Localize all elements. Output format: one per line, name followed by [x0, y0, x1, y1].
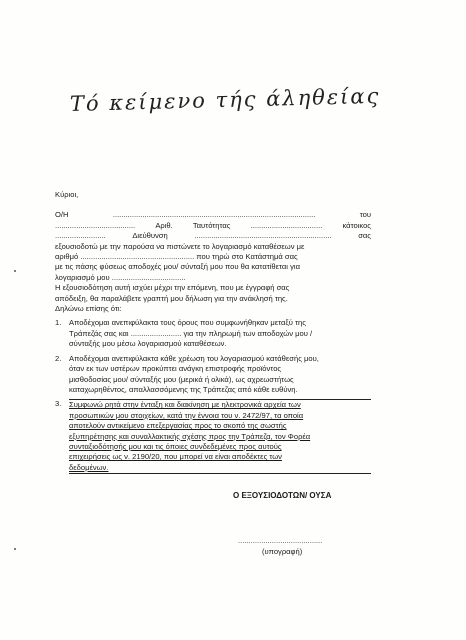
form-segment: αριθμό ...................................................... που τηρώ στο Κατάστημά σας	[55, 252, 298, 262]
item-line: δεδομένων.	[69, 462, 109, 472]
item-text	[69, 318, 371, 349]
scan-speck	[14, 548, 16, 550]
item-line: αποτελούν αντικείμενο επεξεργασίας προς το σκοπό της σωστής	[69, 421, 287, 431]
signature-line[interactable]: ........................................	[238, 536, 323, 545]
item-line: συνταξιοδότησής μου και τις όποιες συνδεδεμένες προς αυτούς	[69, 441, 282, 451]
item-text	[69, 399, 371, 474]
form-lines	[55, 210, 371, 283]
form-line	[55, 221, 371, 231]
signature-caption: (υπογραφή)	[262, 547, 303, 556]
authorization-line-1: Η εξουσιοδότηση αυτή ισχύει μέχρι την επόμενη, που με έγγραφή σας	[55, 283, 290, 293]
form-line	[55, 252, 371, 262]
form-segment: με τις πάσης φύσεως αποδοχές μου/ σύνταξή μου που θα κατατίθεται για	[55, 262, 300, 272]
form-line	[55, 231, 371, 241]
item-text	[69, 354, 371, 396]
item-line: Αποδέχομαι ανεπιφύλακτα τους όρους που συμφωνήθηκαν μεταξύ της	[69, 318, 306, 328]
item-line: καταχωρηθέντος, απαλλασσόμενης της Τράπεζας από κάθε ευθύνη.	[69, 384, 298, 394]
item-number: 1.	[55, 318, 62, 328]
item-line: Τράπεζάς σας και ........................ για την πληρωμή των αποδοχών μου /	[69, 328, 313, 338]
item-number: 3.	[55, 399, 62, 409]
item-line: μισθοδοσίας μου/ σύνταξής μου (μερικά ή ολικά), ως αχρεωστήτως	[69, 374, 294, 384]
form-segment: Διεύθυνση	[132, 231, 168, 241]
form-line	[55, 210, 371, 220]
form-segment: σας	[358, 231, 371, 241]
item-line: Συμφωνώ ρητά στην ένταξη και διακίνηση με ηλεκτρονικά αρχεία των	[69, 400, 301, 410]
item-line: επιχειρήσεις ως ν. 2190/20, που μπορεί να είναι αποδέκτες των	[69, 452, 282, 462]
declaration-list	[55, 318, 371, 474]
item-line: όταν εκ των υστέρων προκύπτει ανάγκη επιστροφής προϊόντος	[69, 364, 282, 374]
item-line: προσωπικών μου στοιχείων, κατά την έννοια του ν. 2472/97, τα οποία	[69, 410, 304, 420]
handwritten-title: Τό κείμενο τής άληθείας	[69, 83, 381, 116]
document-body	[55, 190, 371, 474]
item-line: Αποδέχομαι ανεπιφύλακτα κάθε χρέωση του λογαριασμού κατάθεσής μου,	[69, 353, 319, 363]
form-line	[55, 273, 371, 283]
declaration-heading: Δηλώνω επίσης ότι:	[55, 304, 122, 314]
form-segment: ......................................	[55, 220, 136, 230]
form-segment: .................................................................	[194, 231, 332, 241]
scan-speck	[14, 270, 16, 272]
form-segment: ..................................	[250, 220, 323, 230]
declaration-item	[55, 399, 371, 474]
form-segment: εξουσιοδοτώ με την παρούσα να πιστώνετε το λογαριασμό καταθέσεων με	[55, 241, 305, 251]
item-number: 2.	[55, 353, 62, 363]
signatory-label: Ο ΕΞΟΥΣΙΟΔΟΤΩΝ/ ΟΥΣΑ	[233, 491, 332, 500]
declaration-item	[55, 354, 371, 396]
salutation: Κύριοι,	[55, 190, 79, 199]
form-segment: λογαριασμό μου ...................................	[55, 272, 186, 282]
form-line	[55, 262, 371, 272]
form-segment: Ταυτότητας	[192, 220, 231, 230]
form-segment: ........................	[55, 231, 106, 241]
item-line: εξυπηρέτησης και συναλλακτικής σχέσης προς την Τράπεζα, τον Φορέα	[69, 431, 311, 441]
form-segment: του	[359, 210, 371, 220]
authorization-line-2: απόδειξη, θα παραλάβετε γραπτή μου δήλωση για την ανάκλησή της.	[55, 293, 288, 303]
form-segment: Ο/Η	[55, 210, 69, 220]
declaration-item	[55, 318, 371, 349]
form-segment: κάτοικος	[342, 220, 371, 230]
form-segment: Αριθ.	[155, 220, 173, 230]
item-line: σύνταξής μου μέσω λογαριασμού καταθέσεων.	[69, 339, 227, 349]
form-line	[55, 242, 371, 252]
form-segment: ................................................................................................	[112, 210, 316, 220]
